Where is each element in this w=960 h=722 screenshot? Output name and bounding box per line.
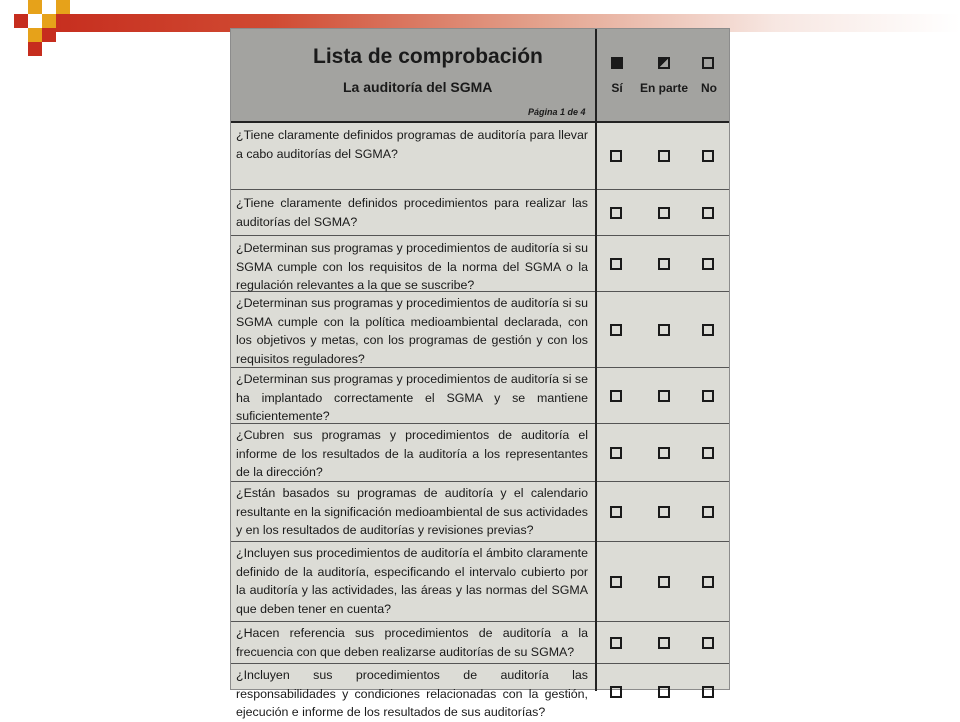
checklist-row <box>231 621 729 664</box>
checkbox-en-parte[interactable] <box>658 390 670 402</box>
question-text: ¿Determinan sus programas y procedimientos de auditoría si su SGMA cumple con los requisitos de la norma del SGMA o la regulación relevantes a la que se suscribe? <box>236 241 588 292</box>
checkbox-si[interactable] <box>610 576 622 588</box>
checklist-row <box>231 367 729 424</box>
question-text: ¿Incluyen sus procedimientos de auditoría el ámbito claramente definido de la auditoría, especificando el intervalo cubierto por la auditoría y las actividades, las áreas y las normas del SGMA que deben tener en cuenta? <box>236 546 588 616</box>
checkbox-en-parte[interactable] <box>658 324 670 336</box>
checkbox-no[interactable] <box>702 258 714 270</box>
checkbox-si[interactable] <box>610 686 622 698</box>
checklist-title: Lista de comprobación <box>313 45 543 68</box>
question-text: ¿Tiene claramente definidos programas de auditoría para llevar a cabo auditorías del SGMA? <box>236 128 588 161</box>
column-header-si: Sí <box>611 81 623 95</box>
checkbox-en-parte[interactable] <box>658 506 670 518</box>
column-divider <box>595 29 597 691</box>
column-header-en-parte: En parte <box>639 81 688 95</box>
decorative-square <box>28 0 42 14</box>
checkbox-no[interactable] <box>702 637 714 649</box>
checkbox-si[interactable] <box>610 390 622 402</box>
checklist-row <box>231 663 729 719</box>
checkbox-si[interactable] <box>610 150 622 162</box>
question-text: ¿Incluyen sus procedimientos de auditoría las responsabilidades y condiciones relacionadas con la gestión, ejecución e informe de los resultados de sus auditorías? <box>236 668 588 719</box>
checklist-subtitle: La auditoría del SGMA <box>343 79 493 95</box>
checkbox-no[interactable] <box>702 576 714 588</box>
checkbox-en-parte[interactable] <box>658 447 670 459</box>
checkbox-no[interactable] <box>702 324 714 336</box>
decorative-square <box>56 0 70 14</box>
checkbox-en-parte[interactable] <box>658 576 670 588</box>
page-number: Página 1 de 4 <box>528 107 586 117</box>
checkbox-en-parte[interactable] <box>658 686 670 698</box>
checklist-row <box>231 235 729 292</box>
legend-empty-box-icon <box>702 57 714 69</box>
checkbox-si[interactable] <box>610 447 622 459</box>
checkbox-no[interactable] <box>702 447 714 459</box>
checkbox-si[interactable] <box>610 637 622 649</box>
checklist-row <box>231 423 729 482</box>
question-text: ¿Determinan sus programas y procedimientos de auditoría si se ha implantado correctamente el SGMA y se mantiene suficientemente? <box>236 372 588 423</box>
checkbox-no[interactable] <box>702 207 714 219</box>
column-header-no: No <box>701 81 717 95</box>
question-text: ¿Tiene claramente definidos procedimientos para realizar las auditorías del SGMA? <box>236 196 588 229</box>
checkbox-no[interactable] <box>702 390 714 402</box>
decorative-square <box>28 42 42 56</box>
checkbox-no[interactable] <box>702 150 714 162</box>
checkbox-en-parte[interactable] <box>658 637 670 649</box>
checkbox-en-parte[interactable] <box>658 258 670 270</box>
question-text: ¿Determinan sus programas y procedimientos de auditoría si su SGMA cumple con la política medioambiental declarada, con los objetivos y metas, con los programas de gestión y con los requisitos reguladores? <box>236 296 588 366</box>
question-text: ¿Cubren sus programas y procedimientos de auditoría el informe de los resultados de la auditoría a los representantes de la dirección? <box>236 428 588 479</box>
decorative-square <box>42 14 56 28</box>
question-text: ¿Hacen referencia sus procedimientos de auditoría a la frecuencia con que deben realizarse auditorías de su SGMA? <box>236 626 588 659</box>
checklist-header <box>231 29 729 123</box>
checkbox-si[interactable] <box>610 324 622 336</box>
legend-filled-box-icon <box>611 57 623 69</box>
checkbox-si[interactable] <box>610 506 622 518</box>
question-text: ¿Están basados su programas de auditoría y el calendario resultante en la significación medioambiental de sus actividades y en los resultados de auditorías y revisiones previas? <box>236 486 588 537</box>
decorative-square <box>42 28 56 42</box>
checklist-document <box>230 28 730 719</box>
checklist-row <box>231 481 729 542</box>
checkbox-si[interactable] <box>610 207 622 219</box>
checkbox-en-parte[interactable] <box>658 207 670 219</box>
checkbox-no[interactable] <box>702 506 714 518</box>
checklist-row <box>231 189 729 236</box>
legend-half-filled-box-icon <box>658 57 670 69</box>
decorative-square <box>14 14 28 28</box>
checklist-row <box>231 541 729 622</box>
checkbox-no[interactable] <box>702 686 714 698</box>
checkbox-si[interactable] <box>610 258 622 270</box>
checklist-row <box>231 291 729 368</box>
decorative-square <box>28 28 42 42</box>
checklist-row <box>231 121 729 190</box>
checkbox-en-parte[interactable] <box>658 150 670 162</box>
